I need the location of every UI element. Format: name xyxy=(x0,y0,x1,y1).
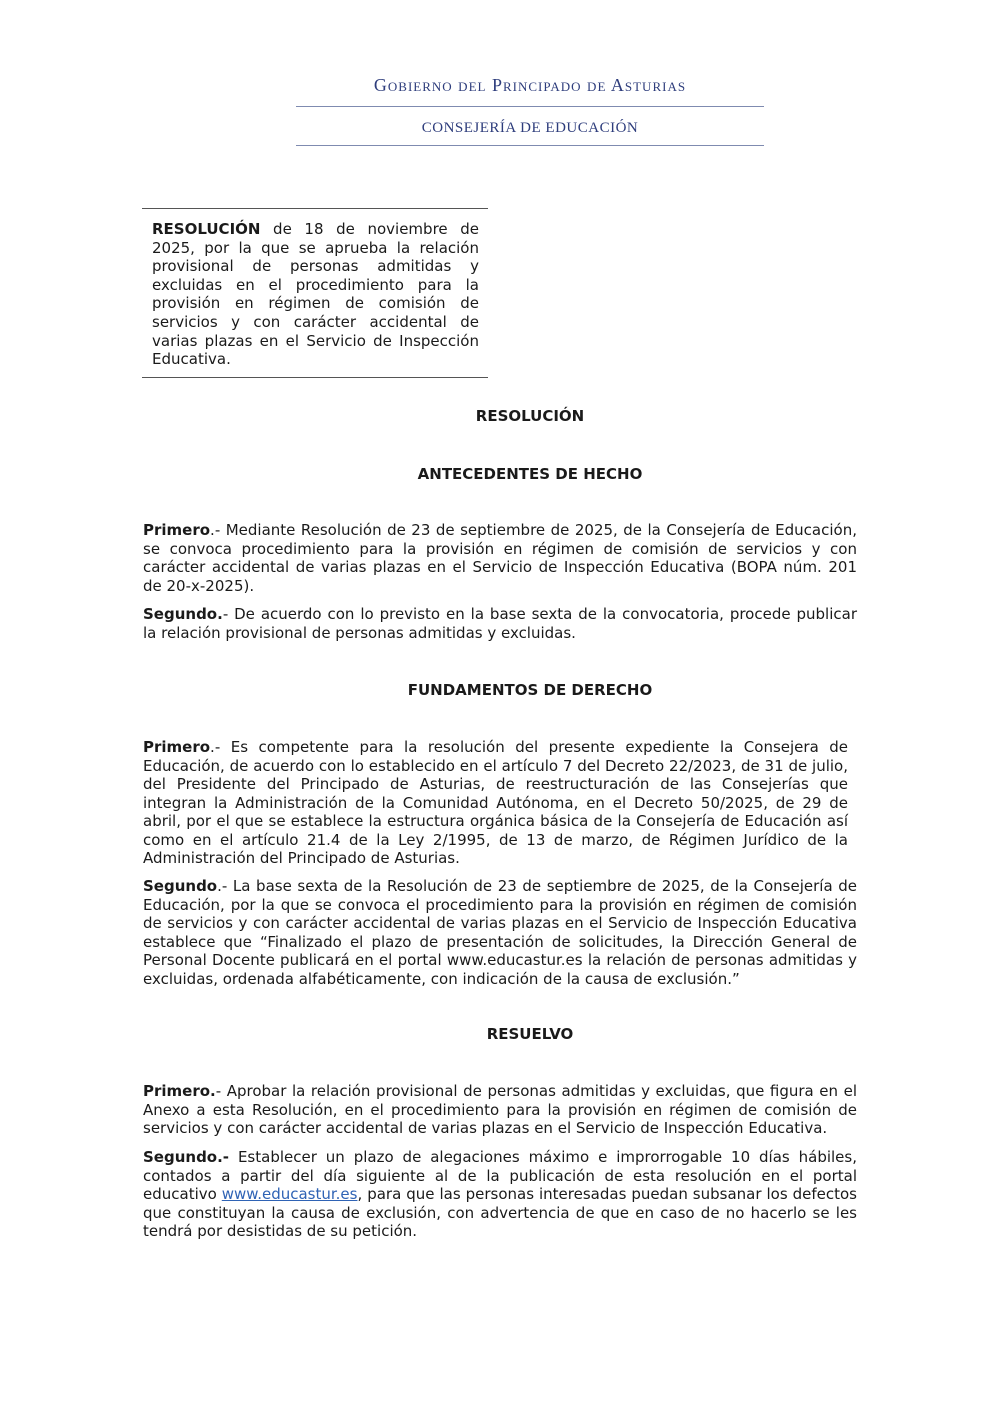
government-title: Gobierno del Principado de Asturias xyxy=(373,75,687,95)
letterhead-divider xyxy=(296,145,764,146)
paragraph-lead: Segundo xyxy=(143,877,218,895)
paragraph-text: .- Mediante Resolución de 23 de septiembre de 2025, de la Consejería de Educación, se convoca procedimiento para la provisión en régimen de comisión de servicios y con carácter accidental de varias plazas en el Servicio de Inspección Educativa (BOPA núm. 201 de 20-x-2025). xyxy=(143,521,857,595)
paragraph-text: .- La base sexta de la Resolución de 23 de septiembre de 2025, de la Consejería de Educación, por la que se convoca el procedimiento para la provisión en régimen de comisión de servicios y con carácter accidental de varias plazas en el Servicio de Inspección Educativa establece que “Finalizado el plazo de presentación de solicitudes, la Dirección General de Personal Docente publicará en el portal www.educastur.es la relación de personas admitidas y excluidas, ordenada alfabéticamente, con indicación de la causa de exclusión.” xyxy=(143,877,857,988)
paragraph-text: , para que las personas interesadas puedan subsanar los defectos que constituyan la causa de exclusión, con advertencia de que en caso de no hacerlo se les tendrá por desistidas de su petición. xyxy=(143,1185,857,1240)
letterhead xyxy=(296,68,764,146)
fundamentos-primero xyxy=(143,738,848,868)
section-heading-fundamentos: FUNDAMENTOS DE DERECHO xyxy=(407,681,653,699)
resolution-summary-box xyxy=(142,208,488,378)
resuelvo-primero xyxy=(143,1082,857,1138)
department-title: CONSEJERÍA DE EDUCACIÓN xyxy=(421,120,639,136)
paragraph-lead: Primero xyxy=(143,521,211,539)
paragraph-lead: Segundo. xyxy=(143,605,223,623)
educastur-link[interactable]: www.educastur.es xyxy=(221,1185,358,1203)
paragraph-text: Establecer un plazo de alegaciones máximo e improrrogable 10 días hábiles, contados a partir del día siguiente al de la publicación de esta resolución en el portal educativo xyxy=(143,1148,857,1203)
paragraph-text: - De acuerdo con lo previsto en la base sexta de la convocatoria, procede publicar la relación provisional de personas admitidas y excluidas. xyxy=(143,605,857,642)
fundamentos-segundo xyxy=(143,877,857,988)
paragraph-lead: Primero xyxy=(143,738,211,756)
document-title: RESOLUCIÓN xyxy=(475,407,585,425)
summary-lead: RESOLUCIÓN xyxy=(152,220,261,238)
letterhead-divider xyxy=(296,106,764,107)
antecedentes-segundo xyxy=(143,605,857,642)
paragraph-text: .- Es competente para la resolución del presente expediente la Consejera de Educación, de acuerdo con lo establecido en el artículo 7 del Decreto 22/2023, de 31 de julio, del Presidente del Principado de Asturias, de reestructuración de las Consejerías que integran la Administración de la Comunidad Autónoma, en el Decreto 50/2025, de 29 de abril, por el que se establece la estructura orgánica básica de la Consejería de Educación así como en el artículo 21.4 de la Ley 2/1995, de 13 de marzo, de Régimen Jurídico de la Administración del Principado de Asturias. xyxy=(143,738,848,867)
antecedentes-primero xyxy=(143,521,857,595)
section-heading-resuelvo: RESUELVO xyxy=(486,1025,574,1043)
section-heading-antecedentes: ANTECEDENTES DE HECHO xyxy=(417,465,643,483)
paragraph-lead: Segundo.- xyxy=(143,1148,230,1166)
resolution-summary xyxy=(152,220,479,369)
paragraph-lead: Primero. xyxy=(143,1082,216,1100)
resuelvo-segundo xyxy=(143,1148,857,1241)
paragraph-text: - Aprobar la relación provisional de personas admitidas y excluidas, que figura en el Anexo a esta Resolución, en el procedimiento para la provisión en régimen de comisión de servicios y con carácter accidental de varias plazas en el Servicio de Inspección Educativa. xyxy=(143,1082,857,1137)
summary-text: de 18 de noviembre de 2025, por la que se aprueba la relación provisional de personas admitidas y excluidas en el procedimiento para la provisión en régimen de comisión de servicios y con carácter accidental de varias plazas en el Servicio de Inspección Educativa. xyxy=(152,220,479,369)
